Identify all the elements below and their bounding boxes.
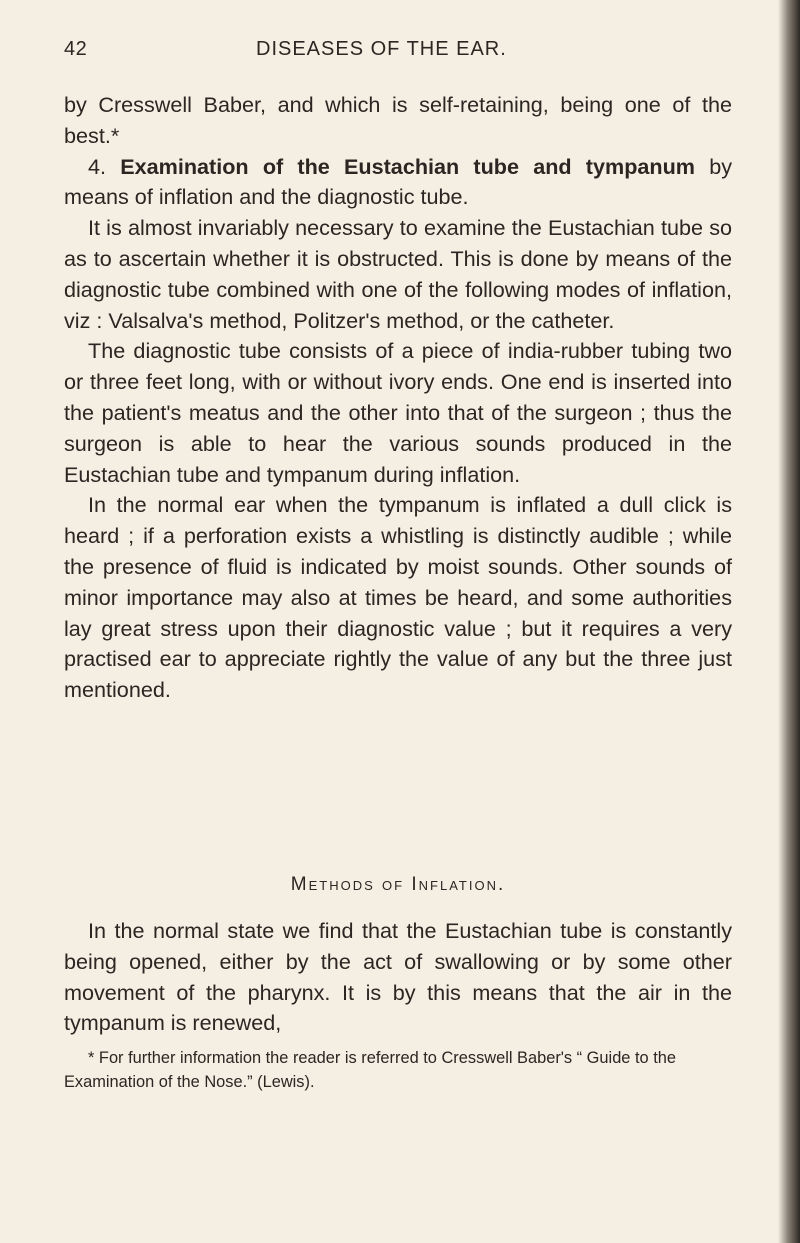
item-number: 4. [88, 153, 107, 179]
page-header [64, 38, 724, 72]
item-heading: Examination of the Eustachian tube and tympanum [120, 153, 695, 179]
footnote-text: * For further information the reader is referred to Cresswell Baber's “ Guide to the Examination of the Nose.” (Lewis). [64, 1049, 676, 1091]
paragraph: by Cresswell Baber, and which is self-retaining, being one of the best.* [64, 92, 732, 148]
footnote [64, 1046, 732, 1094]
page-number: 42 [64, 38, 88, 60]
paragraph-examination [64, 152, 732, 214]
item-text: by means of inflation and the diagnostic tube. [64, 153, 733, 210]
paragraph: It is almost invariably necessary to examine the Eustachian tube so as to ascertain whether it is obstructed. This is done by means of the diagnostic tube combined with one of the following modes of inflation, viz : Valsalva's method, Politzer's method, or the catheter. [64, 215, 732, 333]
paragraph: In the normal state we find that the Eustachian tube is constantly being opened, either by the act of swallowing or by some other movement of the pharynx. It is by this means that the air in the tympanum is renewed, [64, 918, 732, 1036]
section-text [64, 916, 732, 1039]
main-text [64, 90, 732, 706]
section-heading: Methods of Inflation. [290, 874, 506, 895]
paragraph: In the normal ear when the tympanum is inflated a dull click is heard ; if a perforation exists a whistling is distinctly audible ; while the presence of fluid is indicated by moist sounds. Other sounds of minor importance may also at times be heard, and some authorities lay great stress upon their diagnostic value ; but it requires a very practised ear to appreciate rightly the value of any but the three just mentioned. [64, 492, 732, 703]
running-head: DISEASES OF THE EAR. [256, 38, 507, 60]
paragraph: The diagnostic tube consists of a piece of india-rubber tubing two or three feet long, with or without ivory ends. One end is inserted into the patient's meatus and the other into that of the surgeon ; thus the surgeon is able to hear the various sounds produced in the Eustachian tube and tympanum during inflation. [64, 338, 732, 487]
page-edge-shadow [778, 0, 800, 1243]
